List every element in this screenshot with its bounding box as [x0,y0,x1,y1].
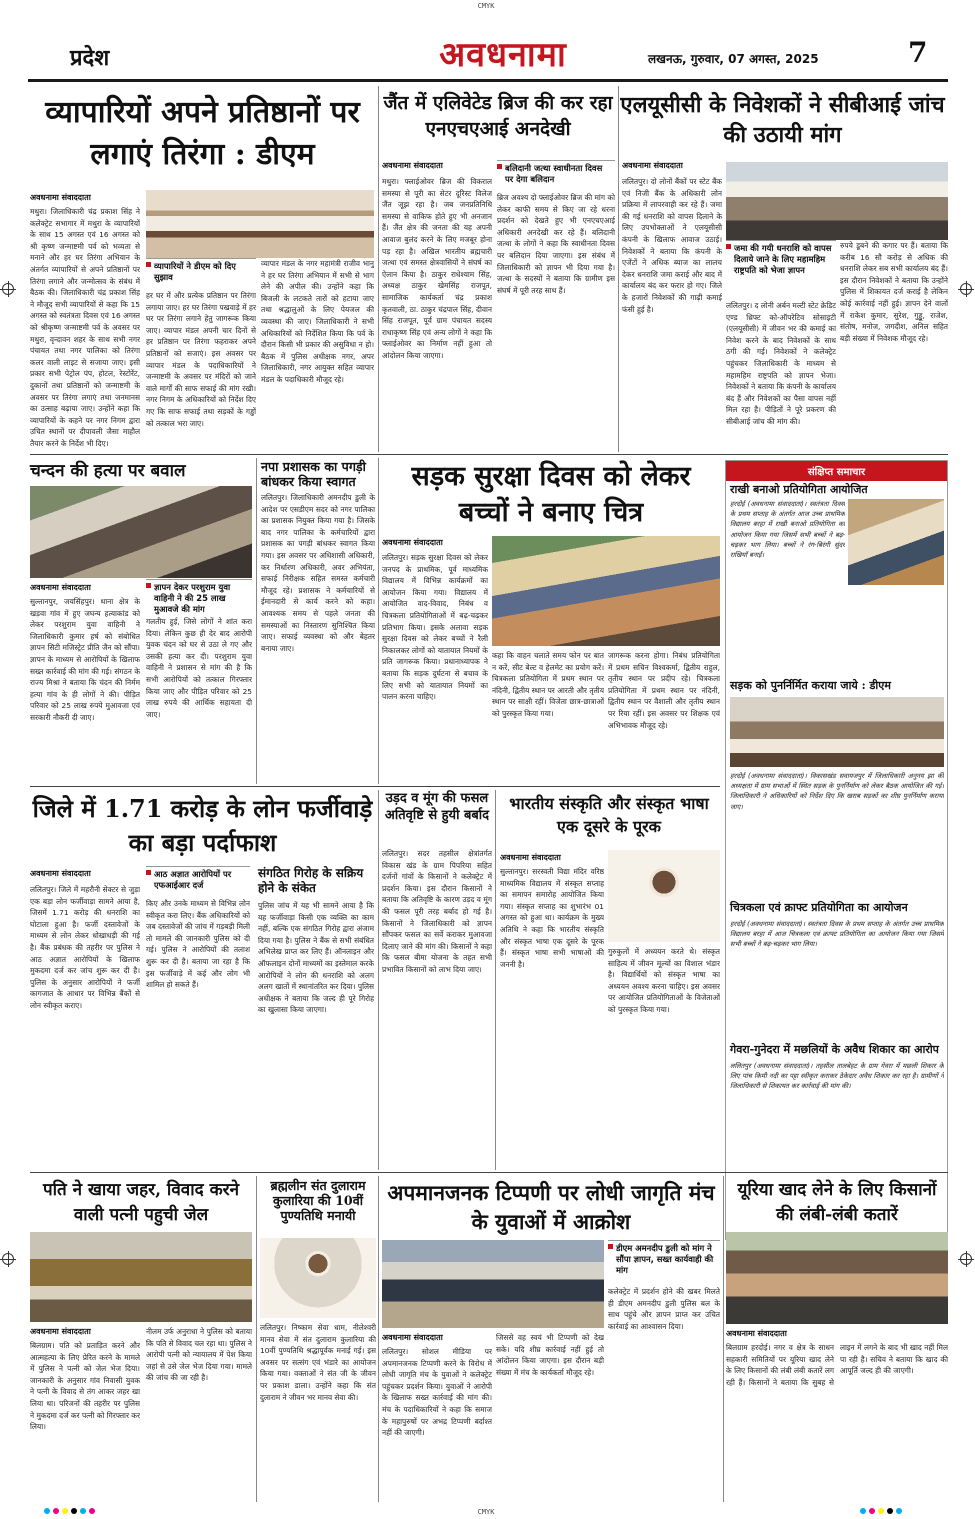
body-chandan-1: सुल्तानपुर, जयसिंहपुर। थाना क्षेत्र के खड़वा गांव में हुए जघन्य हत्याकांड को लेकर परशुराम युवा वाहिनी ने जिलाधिकारी कुमार हर्ष को संबोधित ज्ञापन सिटी मजिस्ट्रेट प्रीति जैन को सौंपा। ज्ञापन के माध्यम से आरोपियों के खिलाफ सख्त कार्रवाई की मांग की गई। संगठन के राज्य मिश्रा ने बताया कि चंदन की निर्मम हत्या गांव के ही लोगों ने की। पीड़ित परिवार को 25 लाख रुपये मुआवजा एवं सरकारी नौकरी दी जाए। [30,597,140,722]
byline-tiranga: अवधनामा संवाददाता [30,193,91,202]
cmyk-mark-top: CMYK [477,2,495,10]
row-rule [30,1172,948,1173]
registration-mark-right-lower [960,1253,972,1265]
registration-mark-right [960,283,972,295]
column-rule [378,86,379,452]
body-loan-2: किए और उनके माध्यम से विभिन्न लोन स्वीकृत करा लिए। बैंक अधिकारियों को जब दस्तावेजों की जांच में गड़बड़ी मिली तो मामले की जानकारी पुलिस को दी गई। पुलिस ने आरोपियों की तलाश शुरू कर दी है। बताया जा रहा है कि इस फर्जीवाड़े में कई और लोग भी शामिल हो सकते हैं। [146,899,250,990]
caption-loan: आठ अज्ञात आरोपियों पर एफआईआर दर्ज [146,866,250,893]
photo-lodhi-protest [382,1240,604,1328]
byline-chandan: अवधनामा संवाददाता [30,583,91,592]
column-rule [723,1176,724,1502]
body-sanskrit-1: सुल्तानपुर। सरस्वती विद्या मंदिर वरिष्ठ माध्यमिक विद्यालय में संस्कृत सप्ताह का समापन समारोह आयोजित किया गया। संस्कृत सप्ताह का शुभारंभ 01 अगस्त को हुआ था। कार्यक्रम के मुख्य अतिथि ने कहा कि भारतीय संस्कृति और संस्कृत भाषा एक दूसरे के पूरक हैं। संस्कृत भाषा सभी भाषाओं की जननी है। [500,867,604,969]
brief-craft-body: हरदोई (अवधनामा संवाददाता)। स्वतंत्रता दिवस के प्रथम सप्ताह के अंतर्गत उच्च प्राथमिक विद्यालय बरहा में आज चित्रकला एवं क्राफ्ट प्रतियोगिता का आयोजन किया गया जिसमें सभी बच्चों ने बढ़-चढ़कर भाग लिया। [730,920,944,949]
masthead [28,30,948,82]
caption-lodhi: डीएम अमनदीप डुली को मांग ने सौंपा ज्ञापन, सख्त कार्यवाही की मांग [608,1240,720,1278]
body-lodhi-1: ललितपुर। सोशल मीडिया पर अपमानजनक टिप्पणी करने के विरोध में लोधी जागृति मंच के युवाओं ने कलेक्ट्रेट पहुंचकर प्रदर्शन किया। युवाओं ने आरोपी के खिलाफ सख्त कार्रवाई की मांग की। मंच के पदाधिकारियों ने कहा कि समाज के महापुरुषों पर अभद्र टिप्पणी बर्दाश्त नहीं की जाएगी। [382,1347,492,1438]
body-road-2: कहा कि वाहन चलाते समय फोन पर बात न करें, सीट बेल्ट व हेलमेट का प्रयोग करें। चित्रकला प्रतियोगिता में प्रथम स्थान पर नंदिनी, द्वितीय स्थान पर आरती और तृतीय स्थान पर साक्षी रहीं। विजेता छात्र-छात्राओं को पुरस्कृत किया गया। [492,651,604,718]
photo-brief-road [730,697,944,767]
column-rule [495,790,496,1170]
byline-road: अवधनामा संवाददाता [382,538,443,547]
photo-saint-portrait [260,1238,376,1318]
newspaper-logo [388,30,618,78]
dateline: लखनऊ, गुरुवार, 07 अगस्त, 2025 [648,52,819,66]
photo-sanskrit-speaker [608,850,720,942]
body-road-3: जागरूक करना होगा। निबंध प्रतियोगिता में प्रथम सचिन विश्वकर्मा, द्वितीय राहुल, तृतीय स्थान पर प्रदीप रहे। चित्रकला प्रतियोगिता में प्रथम स्थान पर नंदिनी, द्वितीय स्थान पर वैशाली और तृतीय स्थान पर रिया रहीं। इस अवसर पर शिक्षक एवं अभिभावक मौजूद रहे। [608,651,720,730]
headline-loan-fraud: जिले में 1.71 करोड़ के लोन फर्जीवाड़े का बड़ा पर्दाफाश [32,794,373,857]
byline-lodhi: अवधनामा संवाददाता [382,1333,443,1342]
sidebar-briefs [725,460,948,1240]
body-lucc-3: रुपये डूबने की कगार पर हैं। बताया कि करीब 16 सौ करोड़ से अधिक की धनराशि लेकर सब सभी कार्यालय बंद हैं। इस दौरान निवेशकों ने बताया कि उन्होंने पुलिस में शिकायत दर्ज कराई है लेकिन कोई कार्रवाई नहीं हुई। ज्ञापन देने वालों में राकेश कुमार, सुरेश, गुड्डू, राजेश, संतोष, मनोज, जगदीश, अनिल सहित बड़ी संख्या में निवेशक मौजूद रहे। [840,241,948,343]
photo-lucc-investors [726,162,948,240]
headline-saint: ब्रह्मलीन संत दुलाराम कुलारिया की 10वीं पुण्यतिथि मनायी [270,1178,366,1223]
body-lodhi-3: कलेक्ट्रेट में प्रदर्शन होने की खबर मिलते ही डीएम अमनदीप डुली पुलिस बल के साथ पहुंचे और ज्ञापन प्राप्त कर उचित कार्रवाई का आश्वासन दिया। [608,1287,720,1331]
headline-sanskrit: भारतीय संस्कृति और संस्कृत भाषा एक दूसरे के पूरक [509,794,709,836]
headline-gang: संगठित गिरोह के सक्रिय होने के संकेत [258,866,364,895]
body-poison-1: बिलग्राम। पति को प्रताड़ित करने और आत्महत्या के लिए प्रेरित करने के मामले में पुलिस ने पत्नी को जेल भेज दिया। जानकारी के अनुसार गांव निवासी युवक ने पत्नी के विवाद से तंग आकर जहर खा लिया था। परिजनों की तहरीर पर पुलिस ने मुकदमा दर्ज कर पत्नी को गिरफ्तार कर लिया। [30,1341,140,1432]
caption-tiranga: व्यापारियों ने डीएम को दिए सुझाव [146,258,256,285]
caption-chandan: ज्ञापन देकर परशुराम युवा वाहिनी ने की 25 लाख मुआवजे की मांग [146,579,252,617]
headline-bridge: जैंत में एलिवेटेड ब्रिज की कर रहा एनएचएआई अनदेखी [383,92,613,140]
photo-tiranga-meeting [146,190,374,258]
body-chandan-2: गलतीय हुई, जिसे लोगों ने शांत करा दिया। लेकिन कुछ ही देर बाद आरोपी युवक चंदन को घर से उठा ले गए और उसकी हत्या कर दी। परशुराम युवा वाहिनी ने प्रशासन से मांग की है कि सभी आरोपियों को तत्काल गिरफ्तार किया जाए और पीड़ित परिवार को 25 लाख रुपये की आर्थिक सहायता दी जाए। [146,617,252,719]
headline-chandan: चन्दन की हत्या पर बवाल [30,461,186,481]
headline-road-safety: सड़क सुरक्षा दिवस को लेकर बच्चों ने बनाए चित्र [411,461,691,528]
byline-lucc: अवधनामा संवाददाता [622,161,683,170]
body-sanskrit-2: गुरुकुलों में अध्ययन करते थे। संस्कृत साहित्य में जीवन मूल्यों का विशाल भंडार है। विद्यार्थियों को संस्कृत भाषा का अध्ययन अवश्य करना चाहिए। इस अवसर पर आयोजित प्रतियोगिताओं के विजेताओं को पुरस्कृत किया गया। [608,947,720,1014]
registration-mark-left-lower [2,1253,14,1265]
body-gang: पुलिस जांच में यह भी सामने आया है कि यह फर्जीवाड़ा किसी एक व्यक्ति का काम नहीं, बल्कि एक संगठित गिरोह द्वारा अंजाम दिया गया है। पुलिस ने बैंक से सभी संबंधित अभिलेख प्राप्त कर लिए हैं। ऑनलाइन और ऑफलाइन दोनों माध्यमों का इस्तेमाल करके आरोपियों ने लोन की धनराशि को अलग अलग खातों में स्थानांतरित कर दिया। पुलिस अधीक्षक ने बताया कि जल्द ही पूरे गिरोह का खुलासा किया जाएगा। [258,901,374,1015]
body-saint: ललितपुर। निष्काम सेवा धाम, नीलेश्वरी मानव सेवा में संत दुलाराम कुलारिया की 10वीं पुण्यतिथि श्रद्धापूर्वक मनाई गई। इस अवसर पर सत्संग एवं भंडारे का आयोजन किया गया। वक्ताओं ने संत जी के जीवन पर प्रकाश डाला। उन्होंने कहा कि संत दुलाराम ने जीवन भर मानव सेवा की। [260,1323,376,1402]
photo-brief-rakhi [848,499,944,585]
brief-road-body: हरदोई (अवधनामा संवाददाता)। विकासखंड सवायजपुर में जिलाधिकारी अनुनय झा की अध्यक्षता में ग्राम सभाओं में स्थित सड़क के पुनर्निर्माण को लेकर बैठक आयोजित की गई। जिलाधिकारी ने अधिकारियों को निर्देश दिए कि खराब सड़कों का शीघ्र पुनर्निर्माण कराया जाए। [730,772,944,811]
photo-road-kids [492,536,720,646]
column-rule [378,458,379,784]
body-lodhi-2: जिससे वह स्वयं भी टिप्पणी को देख सके। यदि शीघ्र कार्रवाई नहीं हुई तो आंदोलन किया जाएगा। इस दौरान बड़ी संख्या में मंच के कार्यकर्ता मौजूद रहे। [496,1333,604,1377]
body-loan-1: ललितपुर। जिले में महरौनी सेक्टर से जुड़ा एक बड़ा लोन फर्जीवाड़ा सामने आया है, जिसमें 1.71 करोड़ की धनराशि का घोटाला हुआ है। फर्जी दस्तावेजों के माध्यम से लोन लेकर धोखाधड़ी की गई है। बैंक प्रबंधक की तहरीर पर पुलिस ने आठ अज्ञात आरोपियों के खिलाफ मुकदमा दर्ज कर जांच शुरू कर दी है। पुलिस के अनुसार आरोपियों ने फर्जी कागजात के आधार पर विभिन्न बैंकों से लोन स्वीकृत कराए। [30,885,140,1010]
byline-poison: अवधनामा संवाददाता [30,1327,91,1336]
sidebar-title: संक्षिप्त समाचार [726,461,947,481]
brief-fish-body: ललितपुर (अवधनामा संवाददाता)। तहसील तालबेहट के ग्राम गेवरा में मछली शिकार के लिए पांच किमी नदी का पट्टा स्वीकृत कराकर ठेकेदार अवैध शिकार कर रहा है। ग्रामीणों ने जिलाधिकारी से शिकायत कर कार्रवाई की मांग की। [730,1062,944,1091]
color-bar-left [44,1508,95,1514]
headline-poison: पति ने खाया जहर, विवाद करने वाली पत्नी पहुची जेल [42,1180,240,1225]
column-rule [256,1176,257,1502]
logo-text: अवधनामा [439,35,567,75]
column-rule [378,790,379,1170]
brief-road-headline: सड़क को पुनर्निर्मित कराया जाये : डीएम [730,679,891,692]
body-poison-2: नीलम उर्फ अनुराधा ने पुलिस को बताया कि पति से विवाद चल रहा था। पुलिस ने आरोपी पत्नी को न्यायालय में पेश किया जहां से उसे जेल भेज दिया गया। मामले की जांच की जा रही है। [146,1327,252,1383]
byline-sanskrit: अवधनामा संवाददाता [500,853,561,862]
row-rule [30,786,720,787]
color-bar-right [860,1508,902,1514]
photo-chandan-protest [30,486,252,578]
registration-mark-left [2,283,14,295]
body-urea: बिलग्राम हरदोई। नगर व क्षेत्र के साधन सहकारी समितियों पर यूरिया खाद लेने के लिए किसानों की लंबी लंबी कतारें लग रही हैं। किसानों ने बताया कि सुबह से लाइन में लगने के बाद भी खाद नहीं मिल पा रही है। सचिव ने बताया कि खाद की आपूर्ति जल्द ही की जाएगी। [726,1343,948,1387]
byline-bridge: अवधनामा संवाददाता [382,161,443,170]
byline-urea: अवधनामा संवाददाता [726,1329,787,1338]
brief-rakhi-headline: राखी बनाओ प्रतियोगिता आयोजित [730,483,868,496]
body-tiranga-3: व्यापार मंडल के नगर महामंत्री राजीव भानु ने हर घर तिरंगा अभियान में सभी से भाग लेने की अपील की। उन्होंने कहा कि बिजली के लटकते तारों को हटाया जाए तथा श्रद्धालुओं के लिए पेयजल की व्यवस्था की जाए। जिलाधिकारी ने सभी अधिकारियों को निर्देशित किया कि पर्व के दौरान किसी भी प्रकार की असुविधा न हो। बैठक में पुलिस अधीक्षक नगर, अपर जिलाधिकारी, नगर आयुक्त सहित व्यापार मंडल के पदाधिकारी मौजूद रहे। [261,259,374,384]
column-rule [256,458,257,784]
column-rule [378,1176,379,1502]
photo-poison-police [30,1232,252,1322]
row-rule [30,454,948,455]
headline-urea: यूरिया खाद लेने के लिए किसानों की लंबी-लंबी कतारें [737,1180,937,1225]
headline-lodhi: अपमानजनक टिप्पणी पर लोधी जागृति मंच के युवाओं में आक्रोश [387,1180,715,1234]
body-road-1: ललितपुर। सड़क सुरक्षा दिवस को लेकर जनपद के प्राथमिक, पूर्व माध्यमिक विद्यालय में विभिन्न कार्यक्रमों का आयोजन किया गया। विद्यालय में आयोजित वाद-विवाद, निबंध व चित्रकला प्रतियोगिताओं में बढ़-चढ़कर प्रतिभाग किया। इसके अलावा सड़क सुरक्षा दिवस को लेकर बच्चों ने रैली निकालकर लोगों को यातायात नियमों के प्रति जागरूक किया। प्रधानाध्यापक ने बताया कि सड़क दुर्घटना से बचाव के लिए सभी को यातायात नियमों का पालन करना चाहिए। [382,553,488,702]
photo-urea-farmers [726,1232,948,1324]
brief-rakhi-body: हरदोई (अवधनामा संवाददाता)। स्वतंत्रता दिवस के प्रथम सप्ताह के अंतर्गत आज उच्च प्राथमिक विद्यालय बरहा में राखी बनाओ प्रतियोगिता का आयोजन किया गया जिसमें सभी बच्चों ने बढ़-चढ़कर भाग लिया। बच्चों ने रंग-बिरंगी सुंदर राखियाँ बनाईं। [730,500,845,560]
byline-loan: अवधनामा संवाददाता [30,869,91,878]
cmyk-mark-bottom: CMYK [477,1508,495,1516]
headline-tiranga: व्यापारियों अपने प्रतिष्ठानों पर लगाएं तिरंगा : डीएम [45,95,360,172]
headline-lucc: एलयूसीसी के निवेशकों ने सीबीआई जांच की उठायी मांग [620,92,945,148]
body-tiranga-1: मथुरा। जिलाधिकारी चंद्र प्रकाश सिंह ने कलेक्ट्रेट सभागार में मथुरा के व्यापारियों के साथ 15 अगस्त एवं 16 अगस्त को श्री कृष्ण जन्माष्टमी पर्व को भव्यता से मनाने और हर घर तिरंगा अभियान के अंतर्गत व्यापारियों से अपने प्रतिष्ठानों पर तिरंगा लगाने और जन्मोत्सव के संबंध में बैठक की। जिलाधिकारी चंद्र प्रकाश सिंह ने मौजूद सभी व्यापारियों से कहा कि 15 अगस्त को स्वतंत्रता दिवस एवं 16 अगस्त को श्रीकृष्ण जन्माष्टमी पर्व के अवसर पर मथुरा, वृन्दावन शहर के साथ सभी नगर पंचायत तथा नगर पालिका को तिरंगा कलर वाली लाइट से सजाया जाए। इसी प्रकार सभी पेट्रोल पंप, होटल, रेस्टोरेंट, दुकानों तथा प्रतिष्ठानों को जन्माष्टमी के अवसर पर तिरंगा लगाएं तथा जनमानस का उत्साह बढ़ाया जाए। उन्होंने कहा कि व्यापारियों के कहने पर नगर निगम द्वारा उचित स्थानों पर दीपावली जैसा माहौल तैयार करने के निर्देश भी दिए। [30,207,140,448]
page-number: 7 [908,36,928,69]
body-lucc-2: ललितपुर। द लोनी अर्बन मल्टी स्टेट क्रेडिट एण्ड थ्रिफ्ट को-ऑपरेटिव सोसाइटी (एलयूसीसी) में जीवन भर की कमाई का निवेश करने के बाद निवेशकों के साथ ठगी की गई। निवेशकों ने कलेक्ट्रेट पहुंचकर जिलाधिकारी के माध्यम से महामहिम राष्ट्रपति को ज्ञापन भेजा। निवेशकों ने बताया कि कंपनी के कार्यालय बंद हैं और निवेशकों का पैसा वापस नहीं मिल रहा है। पीड़ितों ने पूरे प्रकरण की सीबीआई जांच की मांग की। [726,301,836,426]
body-tiranga-2: हर घर में और प्रत्येक प्रतिष्ठान पर तिरंगा लगाया जाए। हर घर तिरंगा पखवाड़े में हर घर पर तिरंगा लगाने हेतु जागरूक किया जाए। व्यापार मंडल अपनी चार दिनों से हर प्रतिष्ठान पर तिरंगा फहराकर अपने प्रतिष्ठानों को सजाएं। इस अवसर पर व्यापार मंडल के पदाधिकारियों ने जन्माष्टमी के अवसर पर मंदिरों को जाने वाले मार्गों की साफ सफाई की मांग रखी। नगर निगम के अधिकारियों को निर्देश दिए गए कि साफ सफाई तथा सड़कों के गड्ढों को तत्काल भरा जाए। [146,291,256,428]
headline-crop: उड़द व मूंग की फसल अतिवृष्टि से हुयी बर्बाद [384,791,490,823]
caption-bridge: बलिदानी जत्था स्वाधीनता दिवस पर देगा बलिदान [497,160,615,187]
caption-lucc: जमा की गयी धनराशि को वापस दिलाये जाने के लिए महामहिम राष्ट्रपति को भेजा ज्ञापन [726,240,836,278]
section-name: प्रदेश [70,45,110,71]
brief-craft-headline: चित्रकला एवं क्राफ्ट प्रतियोगिता का आयोजन [730,901,908,914]
body-bridge-2: ब्रिज अवश्य दो फ्लाईओवर ब्रिज की मांग को लेकर काफी समय से किए जा रहे धरना प्रदर्शन को देखते हुए भी एनएचएआई अधिकारी अनदेखी कर रहे हैं। बलिदानी जत्था के लोगों ने कहा कि स्वाधीनता दिवस पर बलिदान दिया जाएगा। इस संबंध में जिलाधिकारी को ज्ञापन भी दिया गया है। जत्था के सदस्यों ने बताया कि ग्रामीण इस संघर्ष में पूरी तरह साथ हैं। [497,193,615,295]
body-napa: ललितपुर। जिलाधिकारी अमनदीप डुली के आदेश पर एसडीएम सदर को नगर पालिका का प्रशासक नियुक्त किया गया है। जिसके बाद नगर पालिका के कर्मचारियों द्वारा प्रशासक का पगड़ी बांधकर स्वागत किया गया। इस अवसर पर अधिशासी अधिकारी, कर निर्धारण अधिकारी, अवर अभियंता, सफाई निरीक्षक सहित समस्त कर्मचारी मौजूद रहे। प्रशासक ने कर्मचारियों से ईमानदारी से कार्य करने को कहा। आवश्यक समय से पहले जनता की समस्याओं का निस्तारण सुनिश्चित किया जाए। सफाई व्यवस्था को और बेहतर बनाया जाए। [261,493,375,653]
headline-napa: नपा प्रशासक का पगड़ी बांधकर किया स्वागत [261,459,366,489]
body-lucc-1: ललितपुर। दो लोनों बैंकों पर स्टेट बैंक एवं निजी बैंक के अधिकारी लोन प्रक्रिया में लापरवाही कर रहे हैं। जमा की गई धनराशि को वापस दिलाने के लिए उपभोक्ताओं ने एलयूसीसी कंपनी के खिलाफ आवाज उठाई। निवेशकों ने बताया कि कंपनी के एजेंटों ने अधिक ब्याज का लालच देकर धनराशि जमा कराई और बाद में कार्यालय बंद कर फरार हो गए। जिले के हजारों निवेशकों की गाढ़ी कमाई फंसी हुई है। [622,177,722,314]
body-crop: ललितपुर। सदर तहसील क्षेत्रांतर्गत विकास खंड के ग्राम पिपरिया सहित दर्जनों गांवों के किसानों ने कलेक्ट्रेट में प्रदर्शन किया। इस दौरान किसानों ने बताया कि अतिवृष्टि के कारण उड़द व मूंग की फसल पूरी तरह बर्बाद हो गई है। किसानों ने जिलाधिकारी को ज्ञापन सौंपकर फसल का सर्वे कराकर मुआवजा दिलाए जाने की मांग की। किसानों ने कहा कि फसल बीमा योजना के तहत सभी प्रभावित किसानों को लाभ दिया जाए। [382,849,492,974]
brief-fish-headline: गेवरा-गुनेदरा में मछलियों के अवैध शिकार का आरोप [730,1043,939,1056]
body-bridge-1: मथुरा। फ्लाईओवर ब्रिज की विकराल समस्या से पूरी का सेटर दूरिस्ट विलेज जैंत जूझ रहा है। जब जनप्रतिनिधि समस्या से वाकिफ होते हुए भी अनजान हैं। जैंत क्षेत्र की जनता की यह अपनी आवाज बुलंद करने के लिए मजबूर होना पड़ रहा है। अखिल भारतीय ब्रह्मचारी जत्था एवं समस्त क्षेत्रवासियों ने संघर्ष का ऐलान किया है। ठाकुर राधेश्याम सिंह, अध्यक्ष ठाकुर खेमसिंह राजपूत, सामाजिक कार्यकर्ता चंद्र प्रकाश कृतवाली, ठा. ठाकुर चंद्रपाल सिंह, दीवान सिंह राजपूत, पूर्व ग्राम पंचायत सदस्य राधाकृष्ण सिंह एवं अन्य लोगों ने कहा कि फ्लाईओवर का निर्माण नहीं हुआ तो आंदोलन किया जाएगा। [382,177,492,360]
